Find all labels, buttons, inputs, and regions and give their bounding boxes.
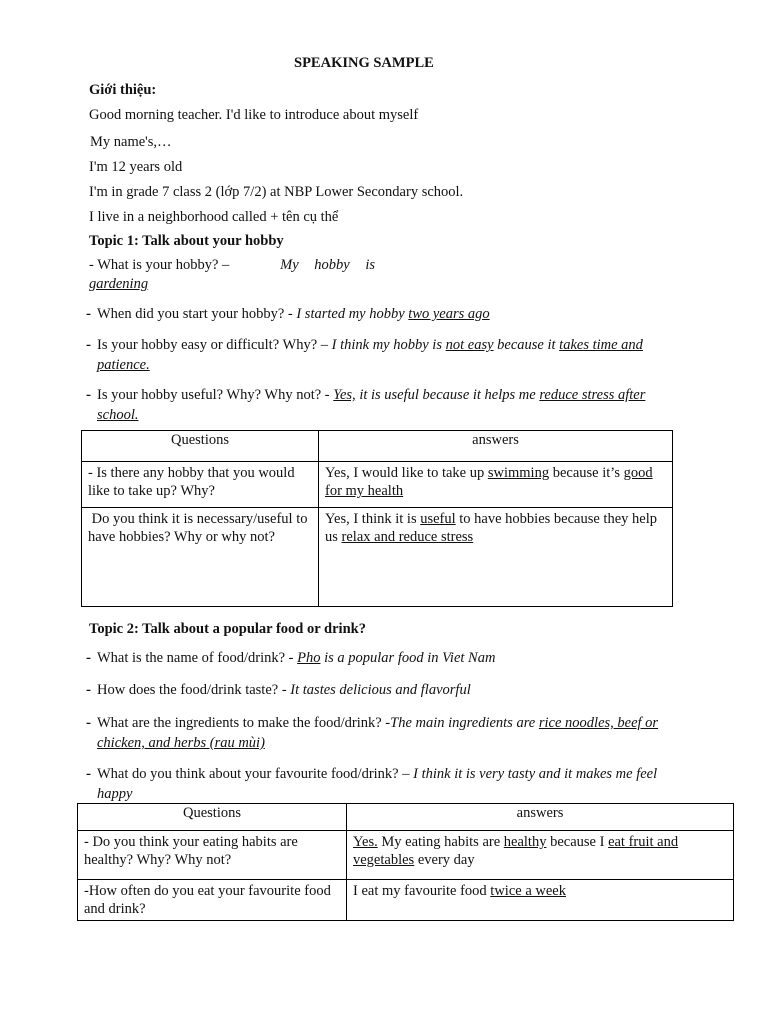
intro-line: I'm 12 years old bbox=[89, 159, 183, 175]
question-cell: -How often do you eat your favourite food and drink? bbox=[78, 880, 347, 921]
topic2-q4 bbox=[97, 765, 657, 783]
header-questions: Questions bbox=[78, 804, 347, 831]
q1-answer-cont: gardening bbox=[89, 276, 149, 292]
question: What do you think about your favourite food/drink? – bbox=[97, 766, 414, 782]
answer-key: Pho bbox=[297, 650, 321, 666]
question-cell: Do you think it is necessary/useful to have hobbies? Why or why not? bbox=[82, 508, 319, 607]
page-title: SPEAKING SAMPLE bbox=[294, 55, 434, 71]
q1-answer: My hobby is bbox=[280, 257, 375, 273]
question-cell: - Is there any hobby that you would like to take up? Why? bbox=[82, 462, 319, 508]
topic1-heading: Topic 1: Talk about your hobby bbox=[89, 233, 284, 249]
answer: because it bbox=[493, 337, 560, 353]
table-row bbox=[78, 880, 734, 921]
answer: I think my hobby is bbox=[331, 337, 446, 353]
intro-line: My name's,… bbox=[90, 134, 172, 150]
topic1-table bbox=[81, 430, 673, 607]
topic2-q3 bbox=[97, 714, 658, 732]
q3-answer-cont: chicken, and herbs (rau mùi) bbox=[97, 735, 265, 751]
q4-answer-cont: happy bbox=[97, 786, 133, 802]
bullet-dash: - bbox=[86, 337, 91, 353]
table-header-row bbox=[78, 804, 734, 831]
table-header-row bbox=[82, 431, 673, 462]
answer-key: Yes, bbox=[333, 387, 356, 403]
topic2-heading: Topic 2: Talk about a popular food or drink? bbox=[89, 621, 366, 637]
header-answers: answers bbox=[347, 804, 734, 831]
answer: it is useful because it helps me bbox=[355, 387, 540, 403]
intro-heading: Giới thiệu: bbox=[89, 82, 157, 98]
answer-cell: Yes. My eating habits are healthy because I eat fruit and vegetables every day bbox=[347, 831, 734, 880]
intro-line: Good morning teacher. I'd like to introduce about myself bbox=[89, 107, 419, 123]
bullet-dash: - bbox=[86, 306, 91, 322]
table-row bbox=[82, 508, 673, 607]
bullet-dash: - bbox=[86, 715, 91, 731]
topic1-q3 bbox=[97, 336, 643, 354]
question: Is your hobby easy or difficult? Why? – bbox=[97, 337, 332, 353]
bullet-dash: - bbox=[86, 682, 91, 698]
answer: I started my hobby bbox=[296, 306, 409, 322]
answer-key: reduce stress after bbox=[539, 387, 646, 403]
answer: It tastes delicious and flavorful bbox=[290, 682, 471, 698]
topic2-q1 bbox=[97, 649, 495, 667]
q3-answer-cont: patience. bbox=[97, 357, 150, 373]
answer: The main ingredients are bbox=[390, 715, 539, 731]
topic1-q4 bbox=[97, 386, 645, 404]
header-questions: Questions bbox=[82, 431, 319, 462]
question: Is your hobby useful? Why? Why not? - bbox=[97, 387, 334, 403]
answer-cell: Yes, I think it is useful to have hobbies because they help us relax and reduce stress bbox=[319, 508, 673, 607]
answer-key: rice noodles, beef or bbox=[538, 715, 659, 731]
q1-question: - What is your hobby? – bbox=[89, 257, 230, 273]
question: When did you start your hobby? - bbox=[97, 306, 297, 322]
answer: is a popular food in Viet Nam bbox=[320, 650, 496, 666]
intro-line: I live in a neighborhood called + tên cụ thể bbox=[89, 209, 339, 225]
answer-cell: Yes, I would like to take up swimming because it’s good for my health bbox=[319, 462, 673, 508]
question: How does the food/drink taste? - bbox=[97, 682, 291, 698]
topic1-q2 bbox=[97, 305, 490, 323]
topic2-table bbox=[77, 803, 734, 921]
answer: I think it is very tasty and it makes me feel bbox=[413, 766, 658, 782]
question-cell: - Do you think your eating habits are healthy? Why? Why not? bbox=[78, 831, 347, 880]
answer-cell: I eat my favourite food twice a week bbox=[347, 880, 734, 921]
bullet-dash: - bbox=[86, 650, 91, 666]
bullet-dash: - bbox=[86, 766, 91, 782]
intro-line: I'm in grade 7 class 2 (lớp 7/2) at NBP Lower Secondary school. bbox=[89, 184, 464, 200]
q4-answer-cont: school. bbox=[97, 407, 139, 423]
bullet-dash: - bbox=[86, 387, 91, 403]
answer-key: two years ago bbox=[408, 306, 490, 322]
topic2-q2 bbox=[97, 681, 471, 699]
table-row bbox=[82, 462, 673, 508]
table-row bbox=[78, 831, 734, 880]
topic1-q1 bbox=[89, 256, 375, 274]
answer-key: not easy bbox=[445, 337, 494, 353]
question: What are the ingredients to make the food/drink? - bbox=[97, 715, 391, 731]
question: What is the name of food/drink? - bbox=[97, 650, 298, 666]
answer-key: takes time and bbox=[559, 337, 643, 353]
header-answers: answers bbox=[319, 431, 673, 462]
